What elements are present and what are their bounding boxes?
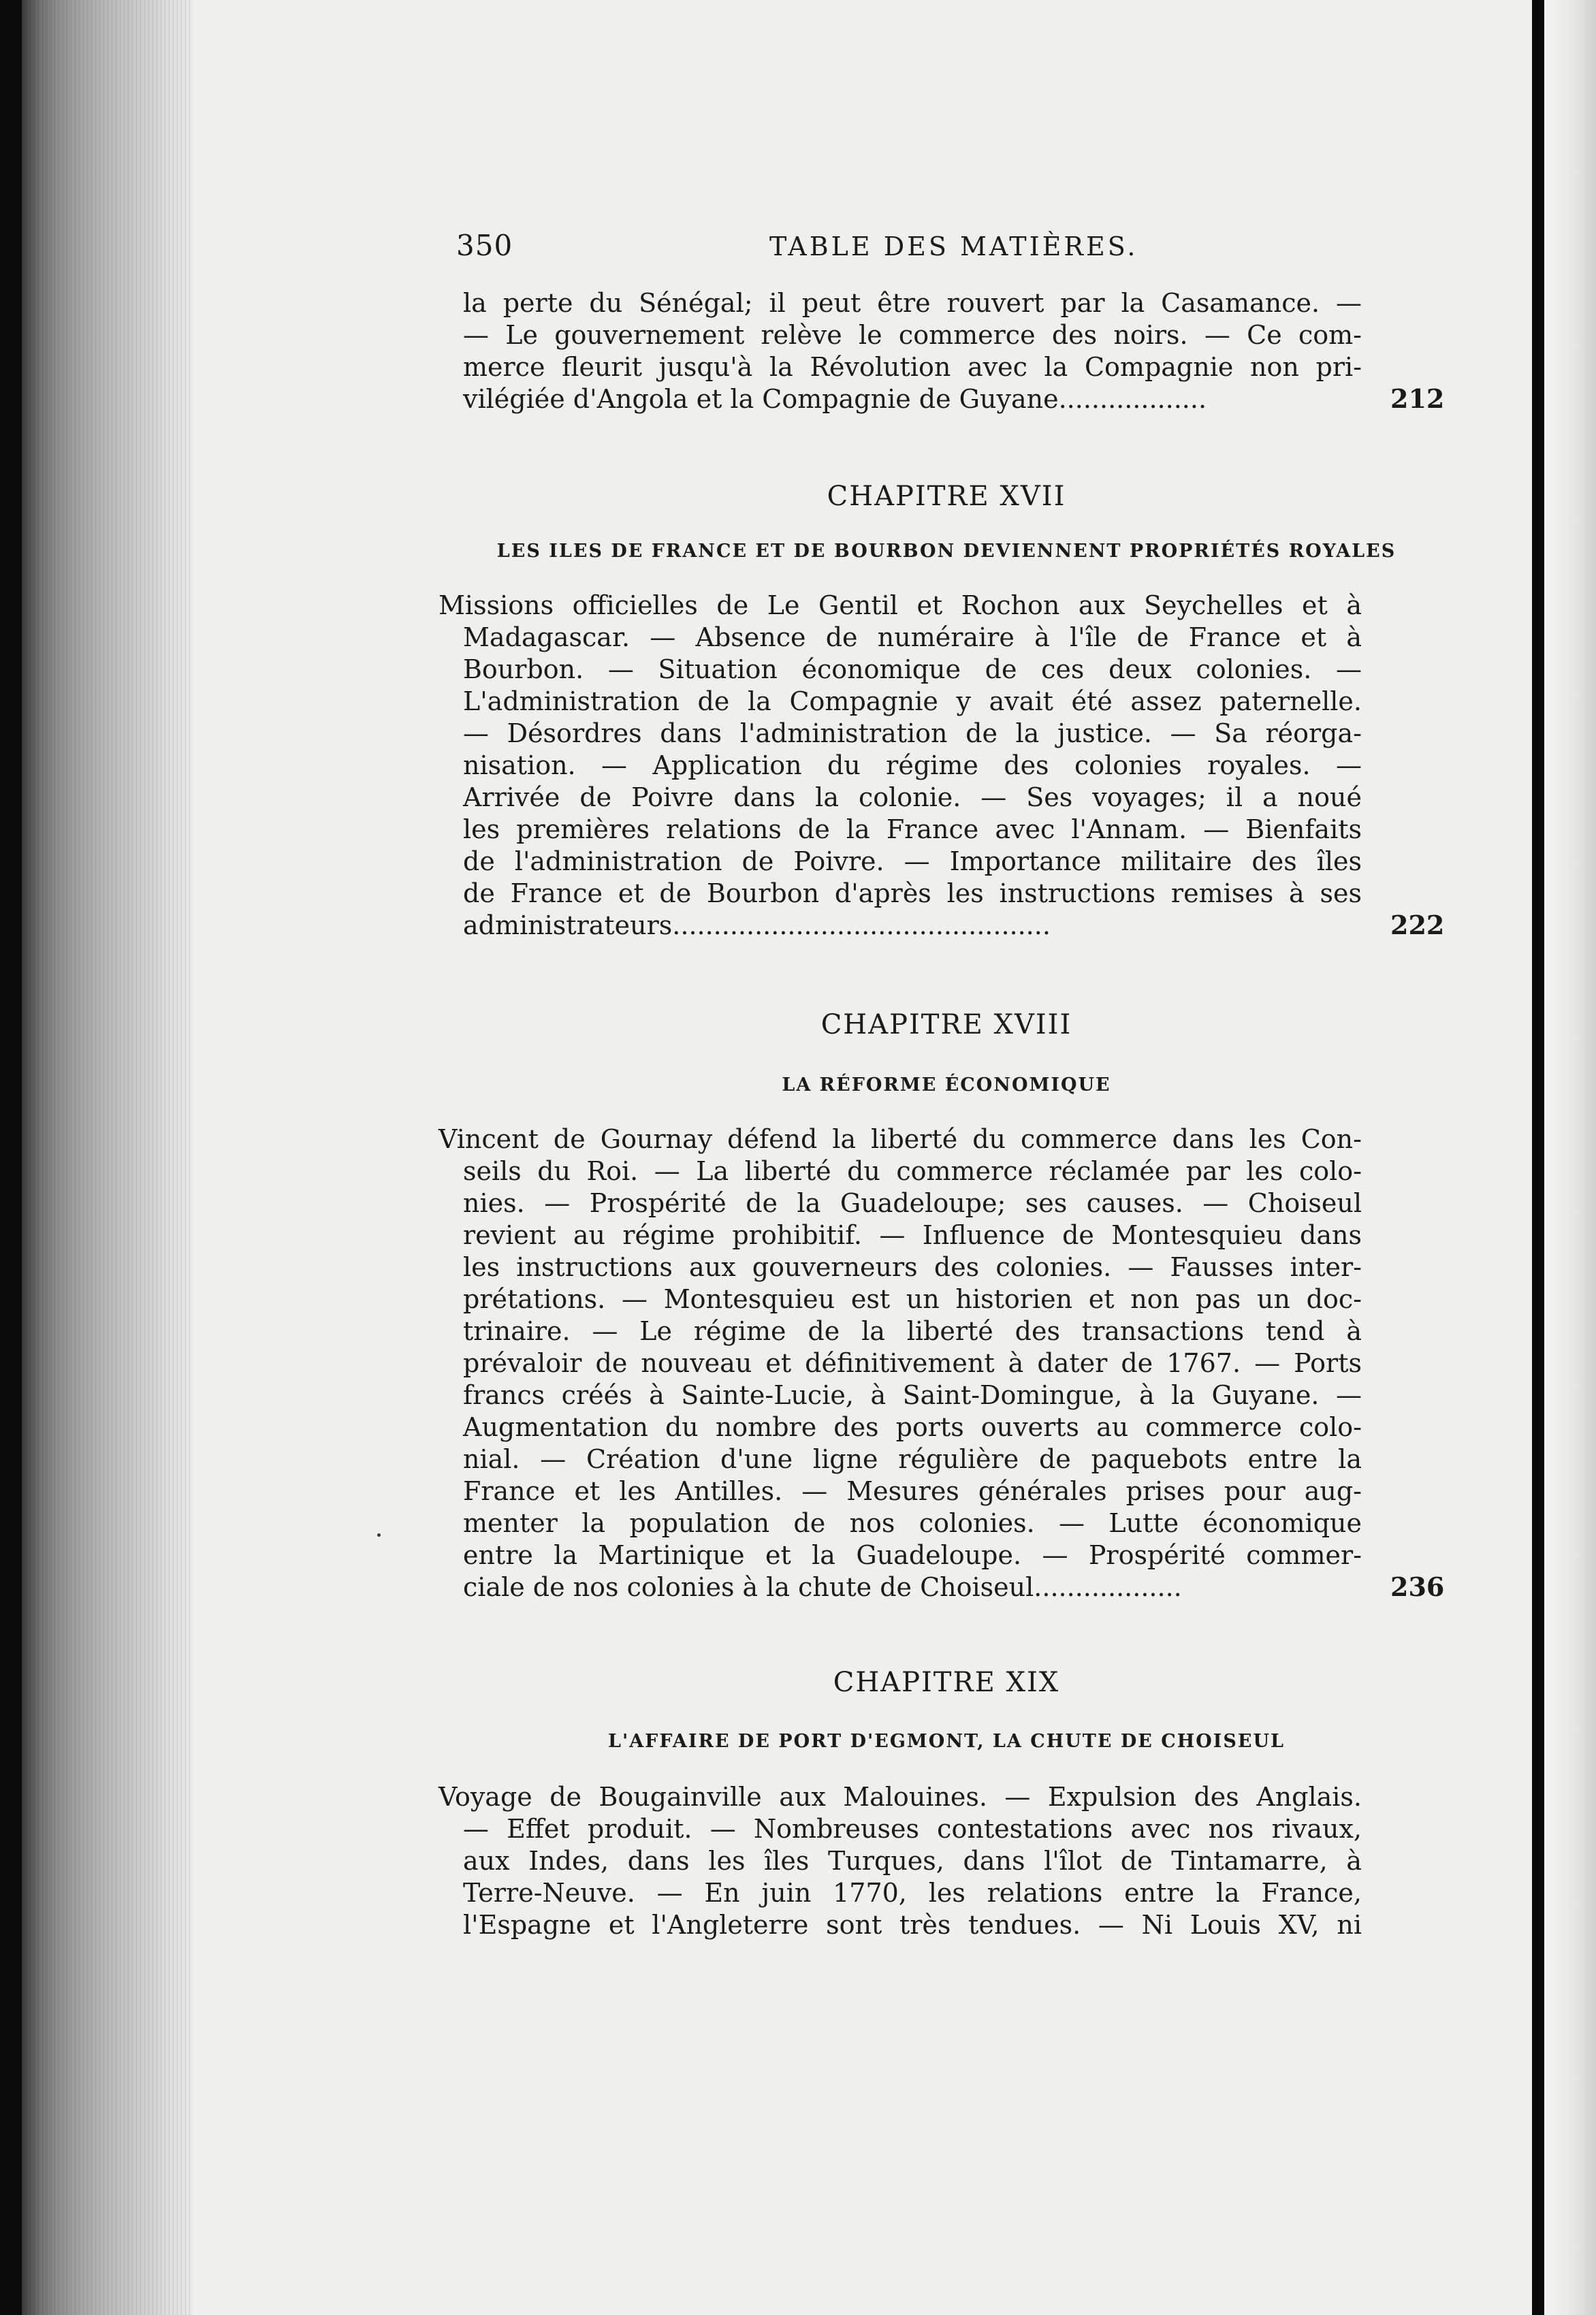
- text-line: Voyage de Bougainville aux Malouines. — Expulsion des Anglais.: [438, 1782, 1362, 1812]
- ink-speck: [377, 1533, 381, 1537]
- text-line: Terre-Neuve. — En juin 1770, les relations entre la France,: [463, 1878, 1362, 1908]
- page-number: 350: [456, 229, 513, 262]
- text-line: Arrivée de Poivre dans la colonie. — Ses voyages; il a noué: [463, 782, 1362, 812]
- text-line: Madagascar. — Absence de numéraire à l'île de France et à: [463, 622, 1362, 652]
- text-line: prévaloir de nouveau et définitivement à dater de 1767. — Ports: [463, 1348, 1362, 1378]
- text-line: Vincent de Gournay défend la liberté du commerce dans les Con-: [438, 1124, 1362, 1154]
- text-line: L'administration de la Compagnie y avait été assez paternelle.: [463, 686, 1362, 716]
- toc-entry-text: [438, 1123, 1362, 1603]
- text-line: nial. — Création d'une ligne régulière de paquebots entre la: [463, 1444, 1362, 1474]
- text-line: de l'administration de Poivre. — Importance militaire des îles: [463, 846, 1362, 876]
- toc-entry-text: [463, 287, 1362, 415]
- text-line: Augmentation du nombre des ports ouverts au commerce colo-: [463, 1412, 1362, 1442]
- text-line: — Effet produit. — Nombreuses contestations avec nos rivaux,: [463, 1814, 1362, 1844]
- chapter-subtitle: L'AFFAIRE DE PORT D'EGMONT, LA CHUTE DE CHOISEUL: [607, 1731, 1286, 1752]
- running-head: [456, 229, 1430, 270]
- toc-entry-text: [438, 590, 1362, 942]
- text-line: nisation. — Application du régime des colonies royales. —: [463, 750, 1362, 780]
- text-line: Bourbon. — Situation économique de ces deux colonies. —: [463, 654, 1362, 684]
- toc-entry-text: [438, 1781, 1362, 1941]
- page-reference: 212: [1390, 383, 1445, 414]
- text-line: Missions officielles de Le Gentil et Rochon aux Seychelles et à: [438, 590, 1362, 620]
- text-line: de France et de Bourbon d'après les instructions remises à ses: [463, 878, 1362, 908]
- text-line: administrateurs..............................................: [463, 910, 1051, 940]
- chapter-subtitle: LA RÉFORME ÉCONOMIQUE: [782, 1074, 1111, 1096]
- page-reference: 222: [1390, 910, 1445, 940]
- page-edges: [22, 0, 192, 2315]
- text-line: seils du Roi. — La liberté du commerce réclamée par les colo-: [463, 1156, 1362, 1186]
- text-line: prétations. — Montesquieu est un historien et non pas un doc-: [463, 1284, 1362, 1314]
- text-line: vilégiée d'Angola et la Compagnie de Guyane..................: [463, 384, 1207, 414]
- scan-border-left: [0, 0, 22, 2315]
- chapter-title: CHAPITRE XVII: [827, 481, 1066, 512]
- running-title: TABLE DES MATIÈRES.: [769, 232, 1138, 261]
- text-line: trinaire. — Le régime de la liberté des transactions tend à: [463, 1316, 1362, 1346]
- text-line: les instructions aux gouverneurs des colonies. — Fausses inter-: [463, 1252, 1362, 1282]
- text-line: aux Indes, dans les îles Turques, dans l'îlot de Tintamarre, à: [463, 1846, 1362, 1876]
- chapter-title: CHAPITRE XIX: [833, 1667, 1060, 1698]
- page-reference: 236: [1390, 1571, 1445, 1602]
- text-line: l'Espagne et l'Angleterre sont très tendues. — Ni Louis XV, ni: [463, 1910, 1362, 1940]
- text-line: revient au régime prohibitif. — Influence de Montesquieu dans: [463, 1220, 1362, 1250]
- text-line: France et les Antilles. — Mesures générales prises pour aug-: [463, 1476, 1362, 1506]
- text-line: entre la Martinique et la Guadeloupe. — Prospérité commer-: [463, 1540, 1362, 1570]
- text-line: menter la population de nos colonies. — Lutte économique: [463, 1508, 1362, 1538]
- book-gutter: [1532, 0, 1544, 2315]
- text-line: nies. — Prospérité de la Guadeloupe; ses causes. — Choiseul: [463, 1188, 1362, 1218]
- text-line: ciale de nos colonies à la chute de Choiseul..................: [463, 1572, 1182, 1602]
- text-line: les premières relations de la France avec l'Annam. — Bienfaits: [463, 814, 1362, 844]
- text-line: merce fleurit jusqu'à la Révolution avec la Compagnie non pri-: [463, 352, 1362, 382]
- chapter-title: CHAPITRE XVIII: [820, 1009, 1072, 1040]
- text-line: la perte du Sénégal; il peut être rouvert par la Casamance. —: [463, 288, 1362, 318]
- facing-page-edge: [1544, 0, 1596, 2315]
- chapter-subtitle: LES ILES DE FRANCE ET DE BOURBON DEVIENNENT PROPRIÉTÉS ROYALES: [496, 541, 1396, 562]
- text-line: — Le gouvernement relève le commerce des noirs. — Ce com-: [463, 320, 1362, 350]
- text-line: francs créés à Sainte-Lucie, à Saint-Domingue, à la Guyane. —: [463, 1380, 1362, 1410]
- text-line: — Désordres dans l'administration de la justice. — Sa réorga-: [463, 718, 1362, 748]
